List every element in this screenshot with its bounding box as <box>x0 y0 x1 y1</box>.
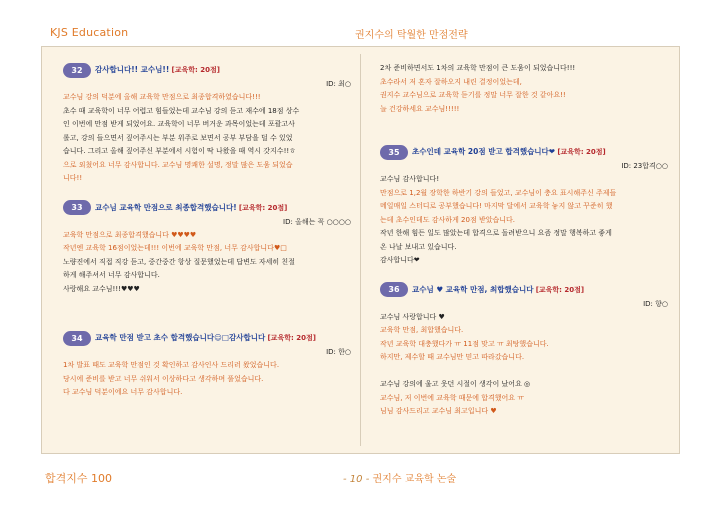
testimonial-number: 35 <box>380 145 408 160</box>
text-line: 온 나날 보내고 있습니다. <box>380 242 457 251</box>
text-line: 늘 건강하세요 교수님!!!!! <box>380 104 460 113</box>
left-column <box>63 62 351 400</box>
text-line: 작년 교육학 대충했다가 ㅠ 11점 맞고 ㅠ 최탕했습니다. <box>380 339 549 348</box>
text-line: 당시에 준비를 받고 너무 쉬워서 이상하다고 생각하며 풀었습니다. <box>63 374 264 383</box>
testimonial-36-heading <box>380 282 668 298</box>
text-line: 하게 해주셔서 너무 감사합니다. <box>63 271 160 279</box>
text-line: 인 이번에 만점 받게 되었어요. 교육학이 너무 버거운 과목이었는데 포괄고사 <box>63 120 295 128</box>
author-id: ID: 최○ <box>326 80 351 88</box>
text-line: 는데 초수인데도 감사하게 20점 받았습니다. <box>380 215 515 224</box>
text-line: 교수님 강의에 울고 웃던 시절이 생각이 났어요 ◎ <box>380 380 531 388</box>
score-badge: [교육학: 20점] <box>535 285 585 294</box>
text-line: 메일매일 스터디로 공부했습니다! 마지막 달에서 교육학 놓지 않고 꾸준히 했 <box>380 202 613 210</box>
text-line: 2차 준비하면서도 1차의 교육학 만점이 큰 도움이 되었습니다!!! <box>380 64 576 72</box>
testimonial-number: 34 <box>63 331 91 346</box>
text-line: 교수님 강의 덕분에 올해 교육학 만점으로 최종합격하였습니다!!! <box>63 93 261 101</box>
text-line: 초수라서 저 혼자 잘하오지 내린 결정이었는데, <box>380 77 522 86</box>
text-line: 만점으로 1,2월 장학한 하반기 강의 들었고, 교수님이 충요 표시해주신 주제들 <box>380 188 617 197</box>
testimonial-35-heading <box>380 144 668 160</box>
testimonial-34-heading <box>63 330 351 346</box>
text-line: 권지수 교수님으로 교육학 듣기를 정말 너무 잘한 것 같아요!! <box>380 91 566 99</box>
text-line: 교육학 만점으로 최종합격했습니다 ♥♥♥♥ <box>63 230 197 239</box>
text-line: 롤고, 강의 들으면서 짚어주시는 부분 위주로 보면서 공부 부담을 덜 수 있었 <box>63 133 293 142</box>
testimonial-number: 36 <box>380 282 408 297</box>
footer-title <box>343 470 456 485</box>
right-column <box>380 62 668 419</box>
testimonial-32-heading <box>63 62 351 78</box>
text-line: 교수님, 저 이번에 교육학 때문에 합격했어요 ㅠ <box>380 393 525 402</box>
text-line: 작년 한해 힘든 일도 많았는데 합격으로 돌려받으니 요즘 정말 행복하고 좋게 <box>380 229 612 237</box>
text-line: 하지만, 제수할 때 교수님만 믿고 따라갔습니다. <box>380 353 525 361</box>
header-brand: KJS Education <box>50 26 129 39</box>
testimonial-title: 감사합니다!! 교수님!! <box>95 65 170 74</box>
text-line: 노량진에서 직접 직강 듣고, 중간중간 항상 질문했었는데 답변도 자세히 친절 <box>63 257 295 266</box>
author-id: ID: 올해는 꼭 ○○○○ <box>283 217 351 226</box>
text-line: 사랑해요 교수님!!!♥♥♥ <box>63 284 140 293</box>
text-line: 습니다. 그리고 올해 짚어주신 부분에서 시험이 딱 나왔을 때 역시 갓지수!!ㅎ <box>63 147 296 155</box>
page-number: - 10 - <box>343 474 370 485</box>
score-badge: [교육학: 20점] <box>171 66 220 74</box>
text-line: 작년엔 교육학 16점이었는데!!! 이번에 교육학 만점, 너무 감사합니다♥□ <box>63 244 287 252</box>
text-line: 님님 감사드리고 교수님 최고입니다 ♥ <box>380 407 497 415</box>
testimonial-number: 33 <box>63 200 91 215</box>
text-line: 교육학 만점, 최합했습니다. <box>380 326 464 334</box>
testimonial-title: 교수님 ♥ 교육학 만점, 최합했습니다 <box>412 284 534 294</box>
testimonial-title: 교수님 교육학 만점으로 최종합격했습니다! <box>95 202 237 212</box>
score-badge: [교육학: 20점] <box>238 203 288 212</box>
text-line: 니다!! <box>63 174 83 182</box>
text-line: 교수님 사랑합니다 ♥ <box>380 312 445 321</box>
score-badge: [교육학: 20점] <box>267 334 316 342</box>
score-badge: [교육학: 20점] <box>557 148 606 156</box>
footer-brand: 합격지수 100 <box>45 472 112 485</box>
testimonial-number: 32 <box>63 63 91 78</box>
author-id: ID: 향○ <box>643 299 668 308</box>
testimonial-title: 초수인데 교육학 20점 받고 합격했습니다❤ <box>412 147 556 156</box>
text-line: 교수님 감사합니다! <box>380 175 440 183</box>
text-line: 으로 외쳤어요 너무 감사합니다. 교수님 명쾌한 설명, 정말 많은 도움 되었습 <box>63 160 293 169</box>
text-line: 감사합니다❤ <box>380 256 420 264</box>
header-title: 권지수의 탁월한 만점전략 <box>355 30 468 41</box>
text-line: 1차 발표 때도 교육학 만점인 것 확인하고 감사인사 드리러 왔었습니다. <box>63 361 280 369</box>
text-line <box>380 365 668 379</box>
testimonial-33-heading <box>63 200 351 216</box>
author-id: ID: 23합격○○ <box>621 162 668 170</box>
testimonial-title: 교육학 만점 받고 초수 합격했습니다☺□감사합니다 <box>95 333 266 342</box>
footer-book-title: 권지수 교육학 논술 <box>372 474 457 485</box>
column-divider <box>360 54 361 446</box>
text-line: 다 교수님 덕분이에요 너무 감사합니다. <box>63 388 183 396</box>
author-id: ID: 한○ <box>326 348 351 356</box>
text-line: 초수 때 교육학이 너무 어렵고 힘들었는데 교수님 강의 듣고 재수에 18점 상수 <box>63 106 300 115</box>
